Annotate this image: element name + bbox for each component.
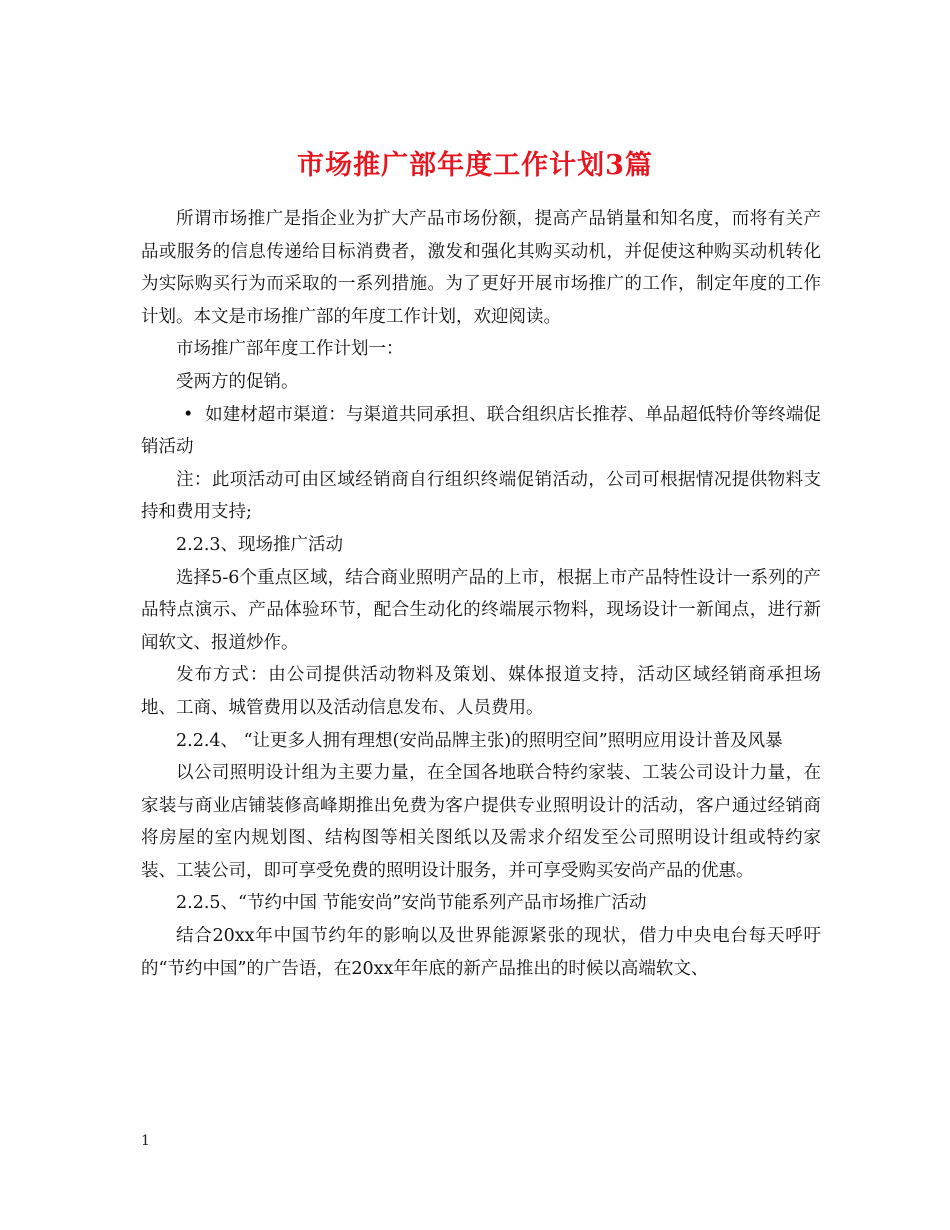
paragraph-promotion: 受两方的促销。: [176, 371, 299, 392]
paragraph-release-method: 发布方式：由公司提供活动物料及策划、媒体报道支持，活动区域经销商承担场地、工商、城管费用以及活动信息发布、人员费用。: [141, 665, 821, 718]
paragraph-lighting-design: 以公司照明设计组为主要力量，在全国各地联合特约家装、工装公司设计力量，在家装与商业店铺装修高峰期推出免费为客户提供专业照明设计的活动，客户通过经销商将房屋的室内规划图、结构图等相关图纸以及需求介绍发至公司照明设计组或特约家装、工装公司，即可享受免费的照明设计服务，并可享受购买安尚产品的优惠。: [141, 763, 821, 881]
document-title: 市场推广部年度工作计划3篇: [297, 150, 653, 182]
bullet-icon: •: [183, 404, 194, 425]
section-heading-2-2-3: 2.2.3、现场推广活动: [176, 534, 344, 555]
paragraph-plan-one-heading: 市场推广部年度工作计划一：: [176, 339, 404, 360]
bullet-list-item: [141, 399, 821, 464]
document-body: [141, 203, 821, 985]
paragraph-note: 注：此项活动可由区域经销商自行组织终端促销活动，公司可根据情况提供物料支持和费用支持;: [141, 469, 821, 523]
bullet-text: 如建材超市渠道：与渠道共同承担、联合组织店长推荐、单品超低特价等终端促销活动: [141, 404, 821, 458]
section-heading-2-2-4: 2.2.4、 “让更多人拥有理想(安尚品牌主张)的照明空间”照明应用设计普及风暴: [176, 730, 783, 751]
paragraph-intro: 所谓市场推广是指企业为扩大产品市场份额，提高产品销量和知名度，而将有关产品或服务的信息传递给目标消费者，激发和强化其购买动机，并促使这种购买动机转化为实际购买行为而采取的一系列措施。为了更好开展市场推广的工作，制定年度的工作计划。本文是市场推广部的年度工作计划，欢迎阅读。: [141, 209, 821, 327]
paragraph-onsite-promotion: 选择5-6个重点区域，结合商业照明产品的上市，根据上市产品特性设计一系列的产品特点演示、产品体验环节，配合生动化的终端展示物料，现场设计一新闻点，进行新闻软文、报道炒作。: [141, 567, 821, 653]
paragraph-energy-saving: 结合20xx年中国节约年的影响以及世界能源紧张的现状，借力中央电台每天呼吁的“节约中国”的广告语，在20xx年年底的新产品推出的时候以高端软文、: [141, 926, 821, 979]
page-number: 1: [141, 1133, 150, 1149]
section-heading-2-2-5: 2.2.5、“节约中国 节能安尚”安尚节能系列产品市场推广活动: [176, 893, 647, 914]
